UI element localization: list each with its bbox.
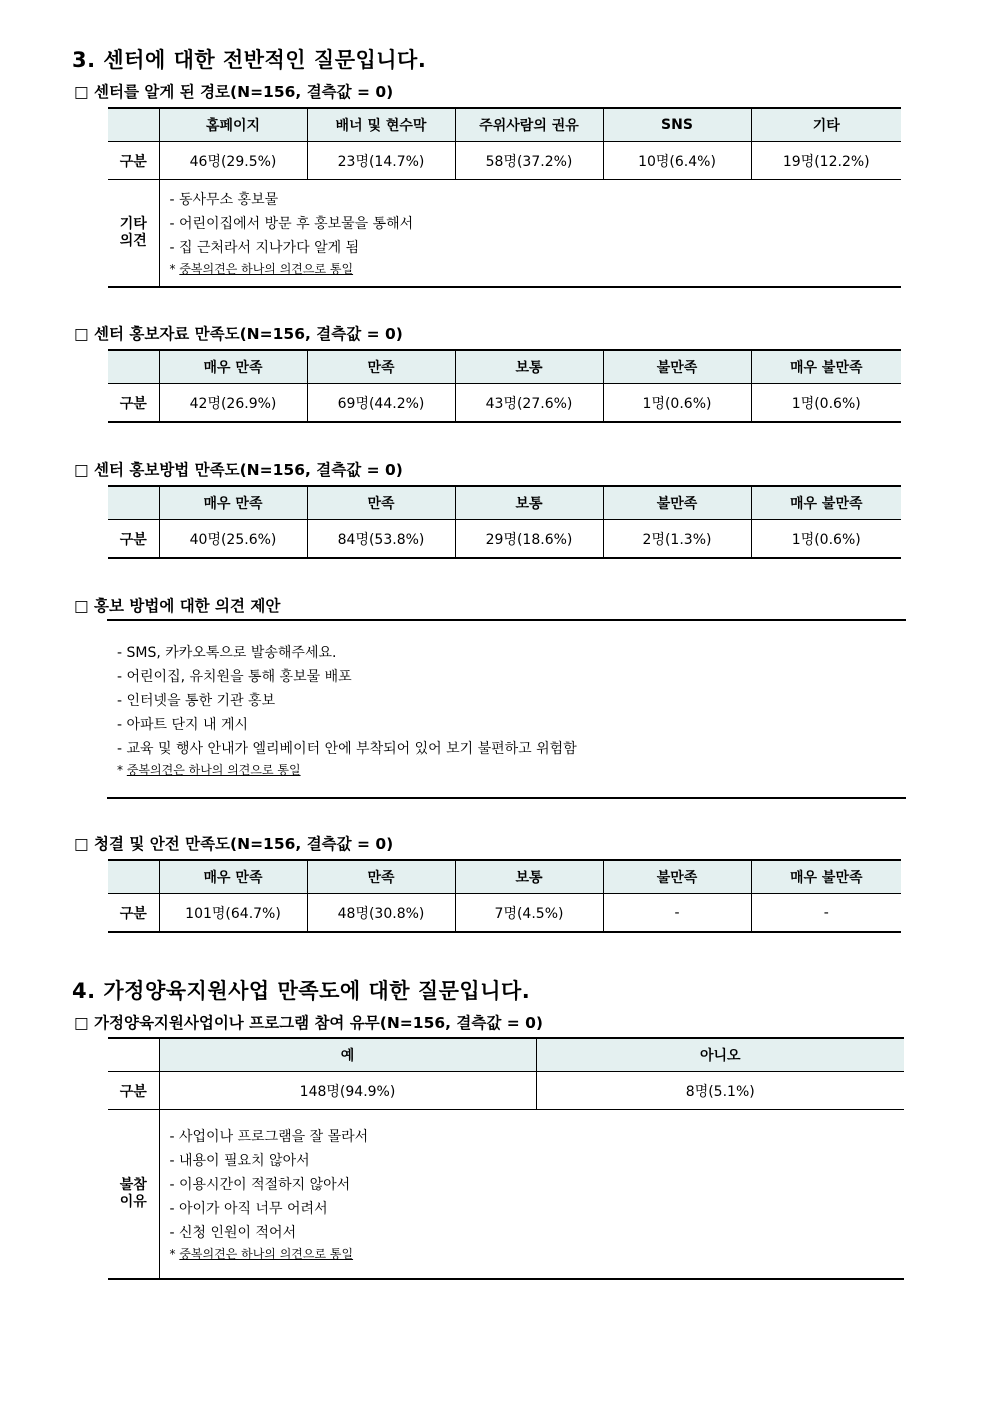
opinion-item: - 동사무소 홍보물 — [169, 192, 279, 208]
header-corner — [108, 486, 159, 520]
row-label: 구분 — [108, 894, 159, 933]
header-cell: 매우 불만족 — [751, 350, 901, 384]
value-cell: 84명(53.8%) — [307, 520, 455, 559]
value-cell: 23명(14.7%) — [307, 142, 455, 180]
dedupe-note: * 중복의견은 하나의 의견으로 통일 — [169, 262, 354, 276]
suggestion-item: - SMS, 카카오톡으로 발송해주세요. — [117, 645, 337, 661]
value-cell: 8명(5.1%) — [536, 1072, 904, 1110]
cleanliness-table — [108, 859, 901, 933]
value-cell: 46명(29.5%) — [159, 142, 307, 180]
header-cell: 매우 만족 — [159, 350, 307, 384]
value-cell: - — [603, 894, 751, 933]
value-cell: 1명(0.6%) — [751, 384, 901, 423]
header-corner — [108, 350, 159, 384]
header-corner — [108, 108, 159, 142]
opinion-list — [159, 180, 901, 288]
header-cell: 보통 — [455, 860, 603, 894]
value-cell: 43명(27.6%) — [455, 384, 603, 423]
suggestion-box — [107, 619, 906, 799]
reason-item: - 아이가 아직 너무 어려서 — [169, 1201, 328, 1217]
s4-q1-title: □ 가정양육지원사업이나 프로그램 참여 유무(N=156, 결측값 = 0) — [74, 1014, 543, 1032]
q1-title: □ 센터를 알게 된 경로(N=156, 결측값 = 0) — [74, 83, 394, 101]
header-cell: 매우 불만족 — [751, 860, 901, 894]
opinion-item: - 집 근처라서 지나가다 알게 됨 — [169, 240, 360, 256]
reason-item: - 이용시간이 적절하지 않아서 — [169, 1177, 351, 1193]
value-cell: 48명(30.8%) — [307, 894, 455, 933]
q3-title: □ 센터 홍보방법 만족도(N=156, 결측값 = 0) — [74, 461, 403, 479]
header-cell: 만족 — [307, 860, 455, 894]
row-label: 구분 — [108, 1072, 159, 1110]
header-cell: 매우 불만족 — [751, 486, 901, 520]
header-cell: 보통 — [455, 486, 603, 520]
dedupe-note: * 중복의견은 하나의 의견으로 통일 — [169, 1247, 354, 1261]
opinion-label: 기타 의견 — [108, 180, 159, 288]
row-label: 구분 — [108, 384, 159, 423]
reason-list — [159, 1110, 904, 1280]
value-cell: 58명(37.2%) — [455, 142, 603, 180]
header-cell: 불만족 — [603, 350, 751, 384]
participation-table — [108, 1037, 904, 1280]
header-cell: 만족 — [307, 486, 455, 520]
header-cell: 불만족 — [603, 486, 751, 520]
suggestion-item: - 교육 및 행사 안내가 엘리베이터 안에 부착되어 있어 보기 불편하고 위험함 — [117, 741, 577, 757]
q5-title: □ 청결 및 안전 만족도(N=156, 결측값 = 0) — [74, 835, 394, 853]
value-cell: 10명(6.4%) — [603, 142, 751, 180]
promo-material-table — [108, 349, 901, 423]
dedupe-note: * 중복의견은 하나의 의견으로 통일 — [117, 763, 301, 777]
header-cell: 홈페이지 — [159, 108, 307, 142]
value-cell: 101명(64.7%) — [159, 894, 307, 933]
header-cell: 만족 — [307, 350, 455, 384]
header-cell: 주위사람의 권유 — [455, 108, 603, 142]
suggestion-item: - 어린이집, 유치원을 통해 홍보물 배포 — [117, 669, 352, 685]
value-cell: 40명(25.6%) — [159, 520, 307, 559]
header-cell: 매우 만족 — [159, 486, 307, 520]
value-cell: 69명(44.2%) — [307, 384, 455, 423]
row-label: 구분 — [108, 142, 159, 180]
reason-label: 불참 이유 — [108, 1110, 159, 1280]
header-cell: 매우 만족 — [159, 860, 307, 894]
header-cell: 보통 — [455, 350, 603, 384]
header-cell: 기타 — [751, 108, 901, 142]
reason-item: - 신청 인원이 적어서 — [169, 1225, 297, 1241]
value-cell: 7명(4.5%) — [455, 894, 603, 933]
header-corner — [108, 860, 159, 894]
value-cell: 42명(26.9%) — [159, 384, 307, 423]
value-cell: 1명(0.6%) — [603, 384, 751, 423]
suggestion-item: - 인터넷을 통한 기관 홍보 — [117, 693, 276, 709]
q2-title: □ 센터 홍보자료 만족도(N=156, 결측값 = 0) — [74, 325, 403, 343]
header-cell: 배너 및 현수막 — [307, 108, 455, 142]
row-label: 구분 — [108, 520, 159, 559]
header-cell: 예 — [159, 1038, 536, 1072]
reason-item: - 내용이 필요치 않아서 — [169, 1153, 310, 1169]
section4-title: 4. 가정양육지원사업 만족도에 대한 질문입니다. — [72, 979, 531, 1003]
value-cell: 29명(18.6%) — [455, 520, 603, 559]
value-cell: - — [751, 894, 901, 933]
promo-method-table — [108, 485, 901, 559]
opinion-item: - 어린이집에서 방문 후 홍보물을 통해서 — [169, 216, 414, 232]
value-cell: 148명(94.9%) — [159, 1072, 536, 1110]
value-cell: 19명(12.2%) — [751, 142, 901, 180]
route-table — [108, 107, 901, 288]
header-cell: SNS — [603, 108, 751, 142]
header-cell: 불만족 — [603, 860, 751, 894]
reason-item: - 사업이나 프로그램을 잘 몰라서 — [169, 1129, 369, 1145]
q4-title: □ 홍보 방법에 대한 의견 제안 — [74, 597, 281, 615]
value-cell: 1명(0.6%) — [751, 520, 901, 559]
suggestion-item: - 아파트 단지 내 게시 — [117, 717, 249, 733]
value-cell: 2명(1.3%) — [603, 520, 751, 559]
header-cell: 아니오 — [536, 1038, 904, 1072]
header-corner — [108, 1038, 159, 1072]
section3-title: 3. 센터에 대한 전반적인 질문입니다. — [72, 48, 427, 72]
